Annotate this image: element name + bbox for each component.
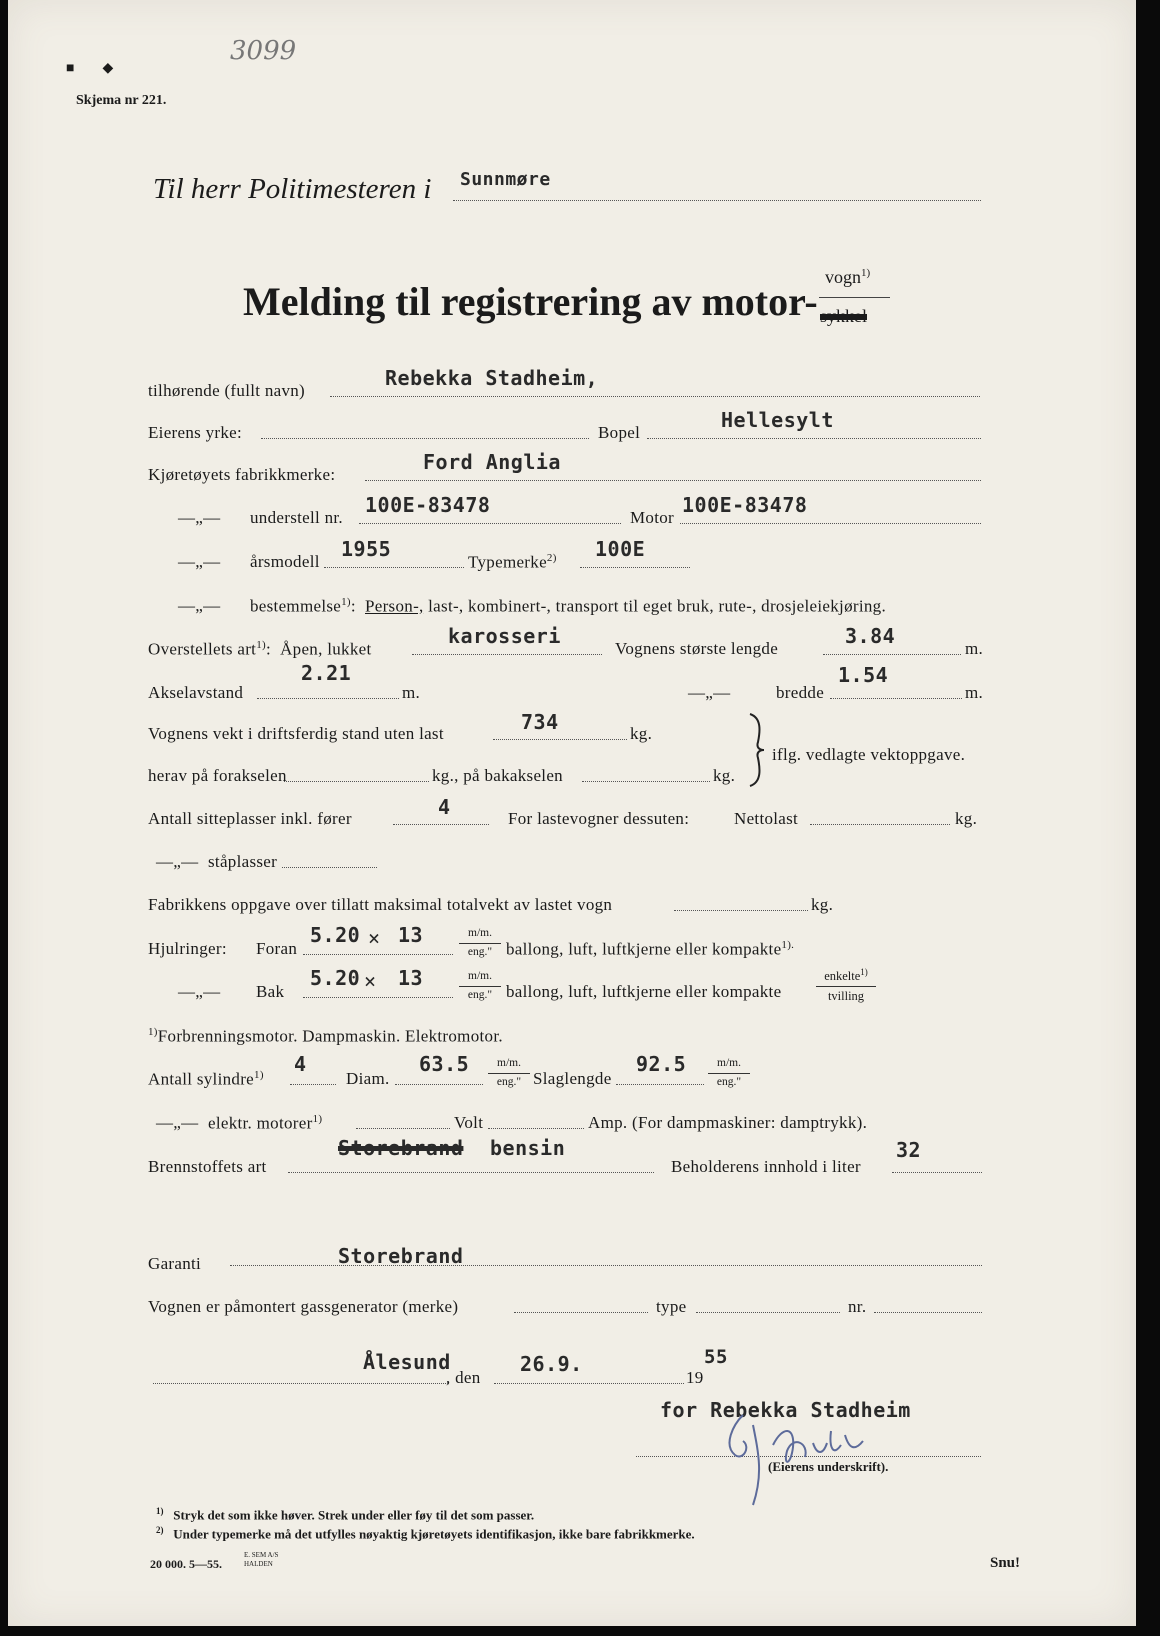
stroke-label: Slaglengde xyxy=(533,1069,612,1088)
fuel-label: Brennstoffets art xyxy=(148,1157,267,1176)
motor-label: Motor xyxy=(630,508,674,527)
standing-label: ståplasser xyxy=(208,852,278,871)
title-vogn: vogn$^{1)}$ xyxy=(825,267,871,287)
tire-type-front: ballong, luft, luftkjerne eller kompakte$^{1).}$ xyxy=(506,939,795,959)
print-run: 20 000. 5—55. xyxy=(150,1557,222,1571)
electric-line xyxy=(356,1128,450,1129)
length-line xyxy=(823,654,961,655)
tires-rear-value-b: 13 xyxy=(398,966,424,990)
tires-front-label: Foran xyxy=(256,939,298,958)
motor-line xyxy=(680,523,981,524)
net-load-label: Nettolast xyxy=(734,809,799,828)
times-sign: × xyxy=(368,926,381,950)
year-suffix: 55 xyxy=(704,1346,728,1368)
gas-line xyxy=(514,1312,648,1313)
length-label: Vognens største lengde xyxy=(615,639,779,658)
weight-unit: kg. xyxy=(630,724,653,743)
on-behalf: for Rebekka Stadheim xyxy=(660,1398,911,1422)
owner-value: Rebekka Stadheim, xyxy=(385,366,599,390)
tires-rear-value-a: 5.20 xyxy=(310,966,361,990)
volt-label: Volt xyxy=(454,1113,484,1132)
place-line xyxy=(153,1383,448,1384)
unit-fraction: m/m. eng." xyxy=(488,1058,530,1088)
fuel-value: bensin xyxy=(490,1136,566,1160)
addressee-label: Til herr Politimesteren i xyxy=(153,173,432,205)
electric-label: elektr. motorer$^{1)}$ xyxy=(208,1113,323,1133)
fuel-line xyxy=(288,1172,654,1173)
footnote-2: $^{2)}$ Under typemerke må det utfylles nøyaktig kjøretøyets identifikasjon, ikke bare fabrikkmerke. xyxy=(156,1525,695,1542)
occupation-line xyxy=(261,438,589,439)
gas-label: Vognen er påmontert gassgenerator (merke) xyxy=(148,1297,459,1316)
tank-line xyxy=(892,1172,982,1173)
make-label: Kjøretøyets fabrikkmerke: xyxy=(148,465,336,484)
owner-line xyxy=(330,396,980,397)
engine-note: $^{1)}$Forbrenningsmotor. Dampmaskin. Elektromotor. xyxy=(148,1026,503,1046)
occupation-label: Eierens yrke: xyxy=(148,423,243,442)
tires-front-value-b: 13 xyxy=(398,923,424,947)
ditto-mark: —„— xyxy=(156,1113,199,1132)
footnote-1: $^{1)}$ Stryk det som ikke høver. Strek under eller føy til det som passer. xyxy=(156,1506,535,1523)
printer-line-1: E. SEM A/S xyxy=(244,1551,279,1559)
corner-marks: ■ ◆ xyxy=(66,61,114,76)
make-value: Ford Anglia xyxy=(423,450,561,474)
unit-fraction: m/m. eng." xyxy=(459,928,501,958)
gas-type-label: type xyxy=(656,1297,687,1316)
signature-label: (Eierens underskrift). xyxy=(768,1459,889,1474)
rear-axle-unit: kg. xyxy=(713,766,736,785)
axle-unit: m. xyxy=(402,683,421,702)
chassis-value: 100E-83478 xyxy=(365,493,491,517)
weight-label: Vognens vekt i driftsferdig stand uten last xyxy=(148,724,444,743)
handwritten-number: 3099 xyxy=(230,36,297,66)
stroke-value: 92.5 xyxy=(636,1052,687,1076)
tank-value: 32 xyxy=(896,1138,922,1162)
weight-note: iflg. vedlagte vektoppgave. xyxy=(772,745,966,764)
rear-axle-line xyxy=(582,781,710,782)
owner-label: tilhørende (fullt navn) xyxy=(148,381,306,400)
date-line xyxy=(494,1383,684,1384)
type-value: 100E xyxy=(595,537,646,561)
diam-line xyxy=(395,1084,483,1085)
max-weight-line xyxy=(674,910,808,911)
axle-line xyxy=(257,698,399,699)
enkelte-tvilling: enkelte$^{1)}$ tvilling xyxy=(816,968,876,1002)
ditto-mark: —„— xyxy=(156,852,199,871)
warranty-value: Storebrand xyxy=(338,1244,464,1268)
body-label: Overstellets art$^{1)}$: Åpen, lukket xyxy=(148,639,372,659)
gas-type-line xyxy=(696,1312,840,1313)
turn-over: Snu! xyxy=(990,1555,1021,1571)
ditto-mark: —„— xyxy=(178,982,221,1001)
max-weight-label: Fabrikkens oppgave over tillatt maksimal totalvekt av lastet vogn xyxy=(148,895,613,914)
tire-type-rear: ballong, luft, luftkjerne eller kompakte xyxy=(506,982,782,1001)
stroke-line xyxy=(616,1084,704,1085)
seats-label: Antall sitteplasser inkl. fører xyxy=(148,809,352,828)
place-value: Ålesund xyxy=(363,1350,451,1374)
title-fraction-line xyxy=(819,297,890,298)
tires-front-line xyxy=(303,954,453,955)
cargo-label: For lastevogner dessuten: xyxy=(508,809,690,828)
form-sheet xyxy=(8,0,1136,1626)
gas-nr-line xyxy=(874,1312,982,1313)
tires-rear-line xyxy=(303,997,453,998)
width-line xyxy=(830,698,962,699)
axle-value: 2.21 xyxy=(301,661,352,685)
front-axle-line xyxy=(284,781,429,782)
year-prefix: 19 xyxy=(686,1368,704,1387)
body-value: karosseri xyxy=(448,624,561,648)
weight-line xyxy=(493,739,627,740)
unit-fraction: m/m. eng." xyxy=(459,971,501,1001)
warranty-label: Garanti xyxy=(148,1254,202,1273)
net-load-unit: kg. xyxy=(955,809,978,828)
width-unit: m. xyxy=(965,683,984,702)
weight-value: 734 xyxy=(521,710,559,734)
amp-label: Amp. (For dampmaskiner: damptrykk). xyxy=(588,1113,868,1132)
motor-value: 100E-83478 xyxy=(682,493,808,517)
year-line xyxy=(324,567,464,568)
residence-value: Hellesylt xyxy=(721,408,834,432)
year-value: 1955 xyxy=(341,537,392,561)
body-line xyxy=(412,654,602,655)
tank-label: Beholderens innhold i liter xyxy=(671,1157,861,1176)
front-axle-label: herav på forakselen xyxy=(148,766,287,785)
length-value: 3.84 xyxy=(845,624,896,648)
volt-line xyxy=(488,1128,584,1129)
year-label: årsmodell xyxy=(250,552,320,571)
ditto-mark: —„— xyxy=(688,683,731,702)
weight-brace xyxy=(744,712,768,788)
standing-line xyxy=(282,867,377,868)
form-title: Melding til registrering av motor- xyxy=(243,279,818,324)
gas-nr-label: nr. xyxy=(848,1297,867,1316)
cylinders-line xyxy=(290,1084,336,1085)
chassis-line xyxy=(359,523,621,524)
diam-label: Diam. xyxy=(346,1069,390,1088)
rear-axle-label: kg., på bakakselen xyxy=(432,766,563,785)
fuel-struck: Storebrand xyxy=(338,1136,464,1160)
times-sign: × xyxy=(364,969,377,993)
date-value: 26.9. xyxy=(520,1352,583,1376)
seats-value: 4 xyxy=(438,795,451,819)
den-label: , den xyxy=(446,1368,481,1387)
width-label: bredde xyxy=(776,683,825,702)
residence-label: Bopel xyxy=(598,423,641,442)
addressee-value: Sunnmøre xyxy=(460,169,551,190)
max-weight-unit: kg. xyxy=(811,895,834,914)
ditto-mark: —„— xyxy=(178,596,221,615)
residence-line xyxy=(647,438,981,439)
handwritten-signature xyxy=(713,1385,873,1515)
length-unit: m. xyxy=(965,639,984,658)
width-value: 1.54 xyxy=(838,663,889,687)
chassis-label: understell nr. xyxy=(250,508,343,527)
ditto-mark: —„— xyxy=(178,552,221,571)
type-label: Typemerke$^{2)}$ xyxy=(468,552,557,572)
form-number: Skjema nr 221. xyxy=(76,93,167,108)
seats-line xyxy=(393,824,489,825)
title-sykkel: sykkel xyxy=(820,306,867,326)
purpose-label: bestemmelse$^{1)}$: Person-, last-, kombinert-, transport til eget bruk, rute-, drosjeleiekjøring. xyxy=(250,596,887,616)
axle-label: Akselavstand xyxy=(148,683,244,702)
unit-fraction: m/m. eng." xyxy=(708,1058,750,1088)
cylinders-label: Antall sylindre$^{1)}$ xyxy=(148,1069,264,1089)
tires-rear-label: Bak xyxy=(256,982,285,1001)
printer-line-2: HALDEN xyxy=(244,1560,273,1568)
net-load-line xyxy=(810,824,950,825)
tires-front-value-a: 5.20 xyxy=(310,923,361,947)
type-line xyxy=(580,567,690,568)
tires-label: Hjulringer: xyxy=(148,939,227,958)
diam-value: 63.5 xyxy=(419,1052,470,1076)
ditto-mark: —„— xyxy=(178,508,221,527)
addressee-line xyxy=(453,200,981,201)
make-line xyxy=(365,480,981,481)
cylinders-value: 4 xyxy=(294,1052,307,1076)
